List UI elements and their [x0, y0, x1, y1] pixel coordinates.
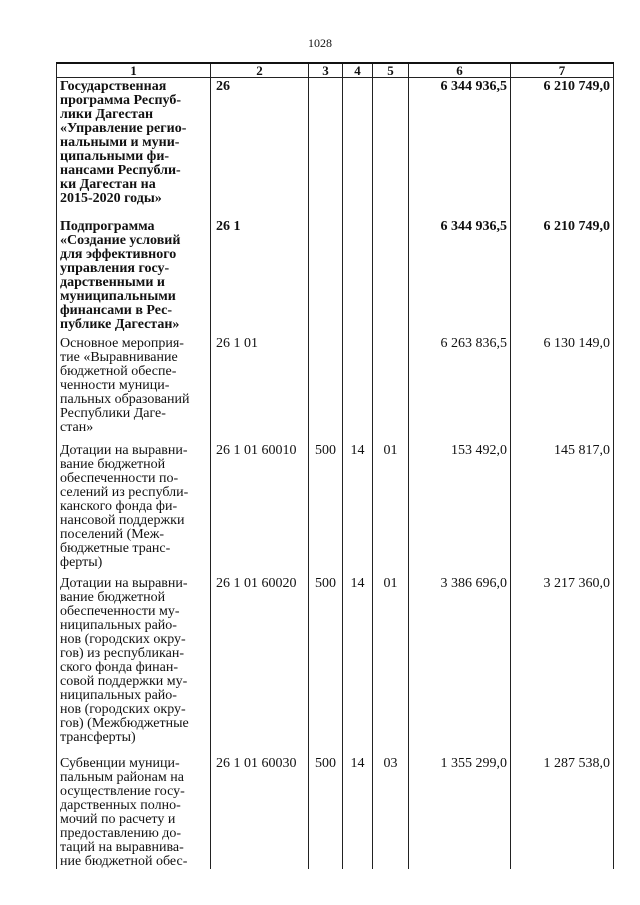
row-value-7: 6 210 749,0 [511, 218, 614, 335]
row-col-3 [309, 218, 343, 335]
budget-table [56, 62, 614, 869]
row-value-6: 6 263 836,5 [409, 335, 511, 442]
row-name: Субвенции муници- пальным районам на осуществление госу- дарственных полно- мочий по расчету и предоставлению до- таций на выравнива- ние бюджетной обес- [57, 755, 211, 869]
header-col-3: 3 [309, 63, 343, 78]
row-code: 26 1 01 60010 [211, 442, 309, 575]
row-col-3 [309, 335, 343, 442]
row-code: 26 [211, 78, 309, 218]
header-row [57, 63, 614, 78]
header-col-4: 4 [343, 63, 373, 78]
row-col-5 [373, 78, 409, 218]
row-value-6: 6 344 936,5 [409, 218, 511, 335]
row-col-4: 14 [343, 442, 373, 575]
row-col-5 [373, 218, 409, 335]
row-col-4: 14 [343, 575, 373, 755]
row-value-6: 6 344 936,5 [409, 78, 511, 218]
table-row [57, 335, 614, 442]
row-col-3: 500 [309, 575, 343, 755]
row-col-4 [343, 335, 373, 442]
table-row [57, 755, 614, 869]
row-value-6: 3 386 696,0 [409, 575, 511, 755]
row-col-4: 14 [343, 755, 373, 869]
row-value-7: 6 210 749,0 [511, 78, 614, 218]
row-code: 26 1 [211, 218, 309, 335]
row-name: Дотации на выравни- вание бюджетной обеспеченности му- ниципальных райо- нов (городских окру- гов) из республикан- ского фонда финан- совой поддержки му- ниципальных райо- нов (городских окру- гов) (Межбюджетные трансферты) [57, 575, 211, 755]
row-value-6: 153 492,0 [409, 442, 511, 575]
table-row [57, 218, 614, 335]
row-value-7: 3 217 360,0 [511, 575, 614, 755]
table-row [57, 78, 614, 218]
header-col-5: 5 [373, 63, 409, 78]
row-value-7: 6 130 149,0 [511, 335, 614, 442]
header-col-1: 1 [57, 63, 211, 78]
table-row [57, 575, 614, 755]
row-value-7: 1 287 538,0 [511, 755, 614, 869]
header-col-7: 7 [511, 63, 614, 78]
row-col-5: 01 [373, 442, 409, 575]
header-col-2: 2 [211, 63, 309, 78]
row-name: Подпрограмма «Создание условий для эффективного управления госу- дарственными и муниципальными финансами в Рес- публике Дагестан» [57, 218, 211, 335]
row-name: Основное мероприя- тие «Выравнивание бюджетной обеспе- ченности муници- пальных образований Республики Даге- стан» [57, 335, 211, 442]
row-col-3 [309, 78, 343, 218]
row-col-3: 500 [309, 755, 343, 869]
row-name: Дотации на выравни- вание бюджетной обеспеченности по- селений из республи- канского фонда фи- нансовой поддержки поселений (Меж- бюджетные транс- ферты) [57, 442, 211, 575]
row-col-5 [373, 335, 409, 442]
page-number: 1028 [308, 36, 332, 50]
row-value-7: 145 817,0 [511, 442, 614, 575]
row-col-4 [343, 78, 373, 218]
row-code: 26 1 01 [211, 335, 309, 442]
row-value-6: 1 355 299,0 [409, 755, 511, 869]
table-row [57, 442, 614, 575]
row-col-4 [343, 218, 373, 335]
row-code: 26 1 01 60020 [211, 575, 309, 755]
header-col-6: 6 [409, 63, 511, 78]
row-col-5: 03 [373, 755, 409, 869]
row-col-3: 500 [309, 442, 343, 575]
row-name: Государственная программа Респуб- лики Дагестан «Управление регио- нальными и муни- ципальными фи- нансами Республи- ки Дагестан на 2015-2020 годы» [57, 78, 211, 218]
row-col-5: 01 [373, 575, 409, 755]
row-code: 26 1 01 60030 [211, 755, 309, 869]
